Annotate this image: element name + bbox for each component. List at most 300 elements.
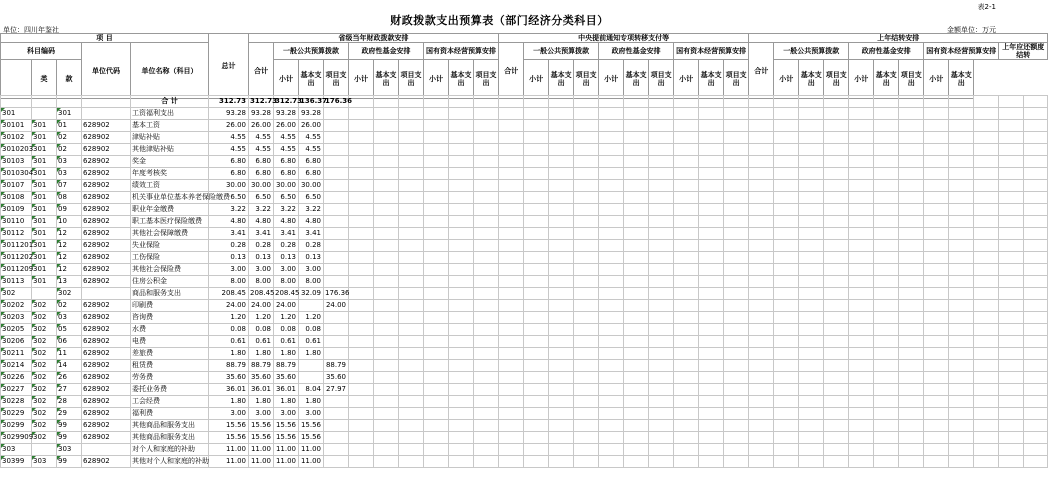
empty-cell	[474, 396, 499, 408]
empty-cell	[724, 336, 749, 348]
empty-cell	[699, 264, 724, 276]
empty-cell	[699, 192, 724, 204]
total-cell: 26.00	[209, 120, 249, 132]
empty-cell	[924, 156, 949, 168]
header-xiaoji: 小计	[524, 60, 549, 99]
empty-cell	[874, 288, 899, 300]
table-row	[1, 456, 1048, 468]
empty-cell	[549, 216, 574, 228]
empty-cell	[549, 180, 574, 192]
subtotal-cell: 3.00	[249, 264, 274, 276]
budget-table	[0, 95, 1048, 468]
subtotal-cell: 93.28	[249, 108, 274, 120]
empty-cell	[449, 372, 474, 384]
empty-cell	[374, 228, 399, 240]
empty-cell	[649, 276, 674, 288]
empty-cell	[499, 372, 524, 384]
empty-cell	[999, 396, 1024, 408]
empty-cell	[749, 372, 774, 384]
empty-cell	[349, 252, 374, 264]
empty-cell	[424, 456, 449, 468]
empty-cell	[724, 324, 749, 336]
empty-cell	[449, 300, 474, 312]
empty-cell	[549, 144, 574, 156]
empty-cell	[474, 384, 499, 396]
subject-name-cell: 商品和服务支出	[131, 288, 209, 300]
empty-cell	[399, 216, 424, 228]
header-basic: 基本支出	[624, 60, 649, 99]
empty-cell	[1024, 216, 1048, 228]
empty-cell	[749, 204, 774, 216]
empty-cell	[824, 276, 849, 288]
empty-cell	[899, 132, 924, 144]
general-project-cell: 35.60	[324, 372, 349, 384]
empty-cell	[374, 360, 399, 372]
empty-cell	[374, 300, 399, 312]
empty-cell	[924, 144, 949, 156]
empty-cell	[374, 156, 399, 168]
total-cell: 93.28	[209, 108, 249, 120]
empty-cell	[499, 420, 524, 432]
empty-cell	[474, 324, 499, 336]
empty-cell	[624, 216, 649, 228]
subject-name-cell: 工资福利支出	[131, 108, 209, 120]
empty-cell	[599, 180, 624, 192]
empty-cell	[1024, 96, 1048, 108]
header-basic: 基本支出	[299, 60, 324, 99]
empty-cell	[349, 264, 374, 276]
empty-cell	[574, 348, 599, 360]
lei-cell: 302	[32, 336, 57, 348]
kuan-cell: 12	[57, 240, 82, 252]
empty-cell	[849, 192, 874, 204]
kuan-cell: 301	[57, 108, 82, 120]
general-xiaoji-cell: 88.79	[274, 360, 299, 372]
kuan-cell: 303	[57, 444, 82, 456]
empty-cell	[424, 264, 449, 276]
empty-cell	[349, 432, 374, 444]
subject-name-cell: 其他社会保险费	[131, 264, 209, 276]
empty-cell	[874, 120, 899, 132]
empty-cell	[749, 180, 774, 192]
header-xiaoji: 小计	[349, 60, 374, 99]
empty-cell	[524, 360, 549, 372]
empty-cell	[449, 168, 474, 180]
empty-cell	[699, 408, 724, 420]
subject-name-cell: 职业年金缴费	[131, 204, 209, 216]
empty-cell	[999, 432, 1024, 444]
empty-cell	[924, 300, 949, 312]
empty-cell	[599, 432, 624, 444]
empty-cell	[649, 156, 674, 168]
empty-cell	[574, 228, 599, 240]
empty-cell	[824, 192, 849, 204]
empty-cell	[949, 276, 974, 288]
empty-cell	[674, 360, 699, 372]
empty-cell	[924, 180, 949, 192]
empty-cell	[1024, 192, 1048, 204]
empty-cell	[399, 312, 424, 324]
empty-cell	[949, 264, 974, 276]
code-cell: 3029909	[1, 432, 32, 444]
empty-cell	[399, 168, 424, 180]
empty-cell	[499, 192, 524, 204]
empty-cell	[449, 396, 474, 408]
empty-cell	[649, 420, 674, 432]
empty-cell	[399, 384, 424, 396]
general-project-cell: 176.36	[324, 96, 349, 108]
empty-cell	[399, 300, 424, 312]
empty-cell	[599, 384, 624, 396]
empty-cell	[1024, 372, 1048, 384]
empty-cell	[574, 300, 599, 312]
empty-cell	[524, 408, 549, 420]
empty-cell	[999, 300, 1024, 312]
kuan-cell: 11	[57, 348, 82, 360]
code-cell: 30214	[1, 360, 32, 372]
empty-cell	[374, 96, 399, 108]
header-g2-subtotal: 合计	[499, 43, 524, 99]
empty-cell	[824, 432, 849, 444]
empty-cell	[974, 144, 999, 156]
empty-cell	[799, 96, 824, 108]
table-row	[1, 348, 1048, 360]
empty-cell	[649, 252, 674, 264]
empty-cell	[574, 432, 599, 444]
empty-cell	[774, 252, 799, 264]
empty-cell	[1024, 420, 1048, 432]
empty-cell	[724, 360, 749, 372]
code-cell	[1, 96, 32, 108]
empty-cell	[374, 336, 399, 348]
unit-code-cell: 628902	[82, 216, 131, 228]
general-xiaoji-cell: 1.80	[274, 396, 299, 408]
empty-cell	[524, 252, 549, 264]
empty-cell	[999, 312, 1024, 324]
empty-cell	[549, 252, 574, 264]
empty-cell	[499, 396, 524, 408]
empty-cell	[799, 348, 824, 360]
kuan-cell: 10	[57, 216, 82, 228]
empty-cell	[924, 264, 949, 276]
empty-cell	[1024, 144, 1048, 156]
empty-cell	[999, 372, 1024, 384]
empty-cell	[349, 204, 374, 216]
empty-cell	[649, 432, 674, 444]
empty-cell	[474, 360, 499, 372]
general-project-cell	[324, 444, 349, 456]
empty-cell	[824, 216, 849, 228]
empty-cell	[799, 312, 824, 324]
subtotal-cell: 0.28	[249, 240, 274, 252]
general-project-cell	[324, 144, 349, 156]
lei-cell: 302	[32, 384, 57, 396]
empty-cell	[924, 228, 949, 240]
empty-cell	[574, 360, 599, 372]
lei-cell: 302	[32, 408, 57, 420]
general-xiaoji-cell: 93.28	[274, 108, 299, 120]
lei-cell	[32, 288, 57, 300]
empty-cell	[374, 348, 399, 360]
unit-code-cell: 628902	[82, 252, 131, 264]
empty-cell	[499, 228, 524, 240]
empty-cell	[624, 192, 649, 204]
table-row	[1, 396, 1048, 408]
empty-cell	[824, 348, 849, 360]
empty-cell	[924, 168, 949, 180]
empty-cell	[924, 420, 949, 432]
empty-cell	[774, 384, 799, 396]
empty-cell	[724, 132, 749, 144]
subtotal-cell: 1.20	[249, 312, 274, 324]
empty-cell	[424, 120, 449, 132]
empty-cell	[599, 168, 624, 180]
total-cell: 1.20	[209, 312, 249, 324]
empty-cell	[924, 132, 949, 144]
empty-cell	[524, 180, 549, 192]
empty-cell	[874, 96, 899, 108]
kuan-cell: 03	[57, 312, 82, 324]
table-row	[1, 288, 1048, 300]
unit-code-cell: 628902	[82, 264, 131, 276]
empty-cell	[649, 132, 674, 144]
empty-cell	[824, 336, 849, 348]
general-basic-cell: 3.00	[299, 408, 324, 420]
empty-cell	[399, 336, 424, 348]
total-cell: 8.00	[209, 276, 249, 288]
empty-cell	[749, 228, 774, 240]
empty-cell	[399, 132, 424, 144]
empty-cell	[574, 336, 599, 348]
header-project-exp: 项目支出	[724, 60, 749, 99]
empty-cell	[599, 156, 624, 168]
subject-name-cell: 失业保险	[131, 240, 209, 252]
empty-cell	[449, 360, 474, 372]
lei-cell: 302	[32, 360, 57, 372]
general-basic-cell: 11.00	[299, 456, 324, 468]
empty-cell	[449, 408, 474, 420]
empty-cell	[599, 96, 624, 108]
empty-cell	[674, 216, 699, 228]
empty-cell	[849, 96, 874, 108]
empty-cell	[374, 420, 399, 432]
header-project-exp: 项目支出	[474, 60, 499, 99]
code-cell: 30399	[1, 456, 32, 468]
empty-cell	[349, 396, 374, 408]
empty-cell	[624, 228, 649, 240]
lei-cell: 301	[32, 264, 57, 276]
empty-cell	[499, 360, 524, 372]
empty-cell	[374, 120, 399, 132]
subject-name-cell: 合 计	[131, 96, 209, 108]
empty-cell	[974, 252, 999, 264]
empty-cell	[924, 192, 949, 204]
empty-cell	[449, 384, 474, 396]
empty-cell	[774, 336, 799, 348]
empty-cell	[774, 408, 799, 420]
lei-cell: 301	[32, 216, 57, 228]
empty-cell	[899, 204, 924, 216]
empty-cell	[649, 120, 674, 132]
empty-cell	[599, 276, 624, 288]
lei-cell: 302	[32, 420, 57, 432]
empty-cell	[374, 180, 399, 192]
empty-cell	[624, 336, 649, 348]
empty-cell	[374, 192, 399, 204]
empty-cell	[724, 240, 749, 252]
empty-cell	[824, 444, 849, 456]
empty-cell	[699, 168, 724, 180]
general-xiaoji-cell: 0.08	[274, 324, 299, 336]
empty-cell	[799, 228, 824, 240]
empty-cell	[924, 372, 949, 384]
empty-cell	[374, 144, 399, 156]
table-row	[1, 204, 1048, 216]
lei-cell: 301	[32, 228, 57, 240]
empty-cell	[999, 264, 1024, 276]
table-row	[1, 252, 1048, 264]
table-row	[1, 276, 1048, 288]
empty-cell	[874, 240, 899, 252]
empty-cell	[674, 384, 699, 396]
empty-cell	[549, 312, 574, 324]
empty-cell	[724, 300, 749, 312]
kuan-cell: 14	[57, 360, 82, 372]
empty-cell	[474, 372, 499, 384]
empty-cell	[449, 348, 474, 360]
code-cell: 30109	[1, 204, 32, 216]
empty-cell	[699, 432, 724, 444]
empty-cell	[474, 252, 499, 264]
empty-cell	[474, 312, 499, 324]
table-header	[0, 33, 1048, 99]
empty-cell	[524, 108, 549, 120]
empty-cell	[449, 444, 474, 456]
empty-cell	[499, 384, 524, 396]
empty-cell	[624, 204, 649, 216]
kuan-cell: 09	[57, 204, 82, 216]
general-xiaoji-cell: 208.45	[274, 288, 299, 300]
subtotal-cell: 24.00	[249, 300, 274, 312]
header-basic: 基本支出	[374, 60, 399, 99]
empty-cell	[499, 240, 524, 252]
empty-cell	[349, 132, 374, 144]
lei-cell: 302	[32, 348, 57, 360]
empty-cell	[474, 288, 499, 300]
empty-cell	[874, 396, 899, 408]
header-project-exp: 项目支出	[649, 60, 674, 99]
general-basic-cell: 3.41	[299, 228, 324, 240]
empty-cell	[649, 204, 674, 216]
empty-cell	[674, 144, 699, 156]
code-cell: 30107	[1, 180, 32, 192]
subject-name-cell: 福利费	[131, 408, 209, 420]
empty-cell	[674, 132, 699, 144]
empty-cell	[974, 312, 999, 324]
empty-cell	[449, 336, 474, 348]
general-xiaoji-cell: 0.28	[274, 240, 299, 252]
empty-cell	[799, 336, 824, 348]
empty-cell	[424, 168, 449, 180]
empty-cell	[724, 228, 749, 240]
empty-cell	[649, 216, 674, 228]
empty-cell	[574, 396, 599, 408]
empty-cell	[924, 204, 949, 216]
empty-cell	[774, 288, 799, 300]
code-cell: 3011201	[1, 240, 32, 252]
empty-cell	[474, 192, 499, 204]
empty-cell	[449, 264, 474, 276]
empty-cell	[849, 336, 874, 348]
kuan-cell: 29	[57, 408, 82, 420]
empty-cell	[799, 420, 824, 432]
empty-cell	[624, 108, 649, 120]
empty-cell	[624, 252, 649, 264]
empty-cell	[624, 396, 649, 408]
lei-cell: 301	[32, 156, 57, 168]
empty-cell	[949, 216, 974, 228]
empty-cell	[749, 324, 774, 336]
empty-cell	[549, 456, 574, 468]
page-title: 财政拨款支出预算表（部门经济分类科目）	[390, 14, 609, 27]
empty-cell	[424, 336, 449, 348]
lei-cell: 301	[32, 204, 57, 216]
empty-cell	[724, 420, 749, 432]
empty-cell	[724, 216, 749, 228]
empty-cell	[549, 156, 574, 168]
empty-cell	[524, 216, 549, 228]
general-basic-cell: 0.13	[299, 252, 324, 264]
total-cell: 4.80	[209, 216, 249, 228]
general-project-cell	[324, 180, 349, 192]
subtotal-cell: 0.13	[249, 252, 274, 264]
empty-cell	[899, 360, 924, 372]
empty-cell	[499, 168, 524, 180]
empty-cell	[424, 312, 449, 324]
empty-cell	[599, 300, 624, 312]
general-project-cell	[324, 420, 349, 432]
empty-cell	[499, 132, 524, 144]
header-g1-state: 国有资本经营预算安排	[424, 43, 499, 60]
general-basic-cell: 30.00	[299, 180, 324, 192]
empty-cell	[999, 336, 1024, 348]
empty-cell	[874, 252, 899, 264]
empty-cell	[1024, 276, 1048, 288]
empty-cell	[824, 408, 849, 420]
empty-cell	[974, 228, 999, 240]
empty-cell	[974, 396, 999, 408]
empty-cell	[799, 456, 824, 468]
empty-cell	[999, 108, 1024, 120]
table-row	[1, 420, 1048, 432]
empty-cell	[574, 444, 599, 456]
empty-cell	[874, 216, 899, 228]
general-project-cell	[324, 204, 349, 216]
empty-cell	[749, 156, 774, 168]
general-project-cell	[324, 168, 349, 180]
empty-cell	[899, 456, 924, 468]
empty-cell	[524, 384, 549, 396]
total-cell: 3.41	[209, 228, 249, 240]
empty-cell	[449, 252, 474, 264]
empty-cell	[874, 192, 899, 204]
subtotal-cell: 0.61	[249, 336, 274, 348]
empty-cell	[749, 456, 774, 468]
empty-cell	[949, 312, 974, 324]
header-g3-fund: 政府性基金安排	[849, 43, 924, 60]
header-provincial-group: 省级当年财政拨款安排	[249, 34, 499, 43]
general-basic-cell: 1.80	[299, 348, 324, 360]
